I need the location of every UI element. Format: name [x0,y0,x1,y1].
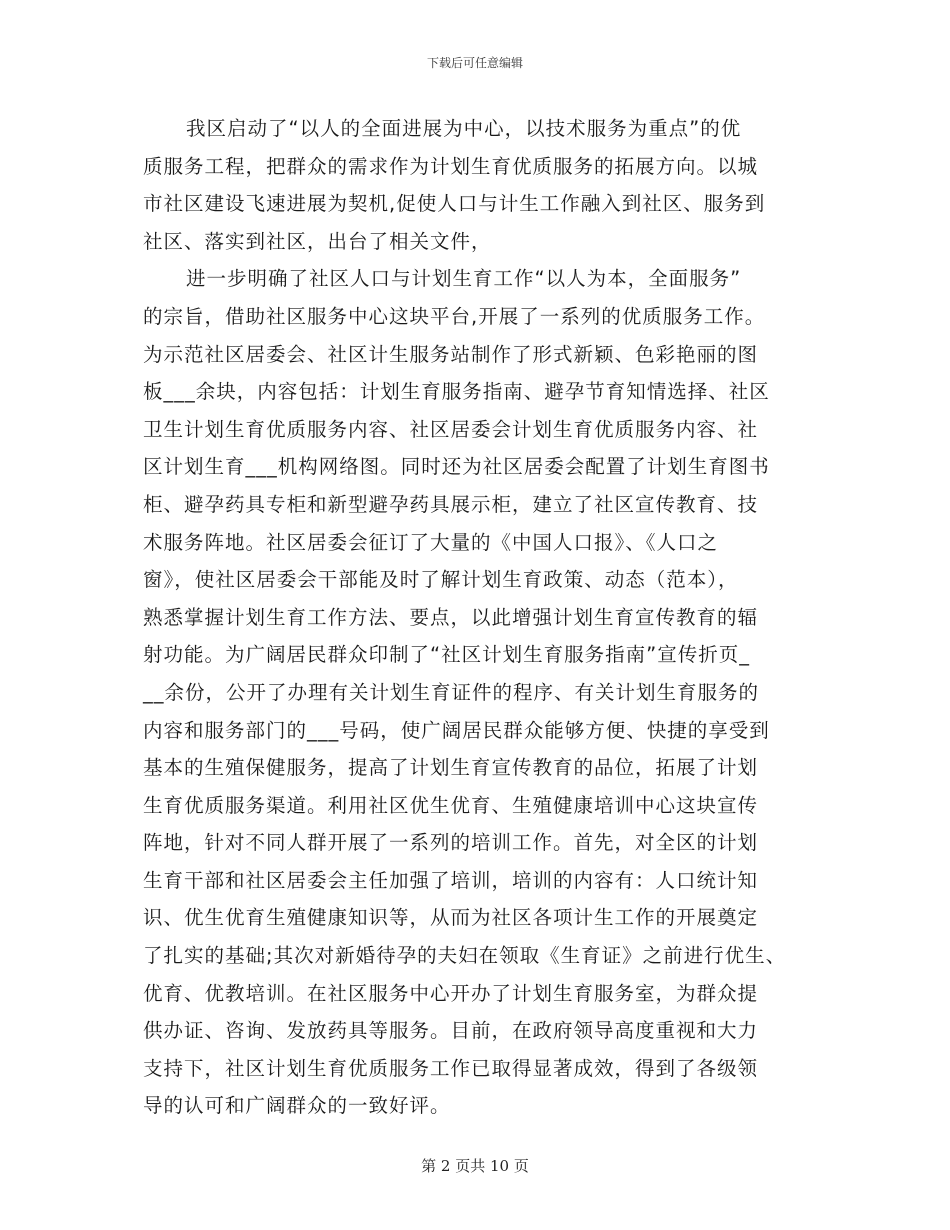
paragraph-line: 生育干部和社区居委会主任加强了培训，培训的内容有：人口统计知 [143,868,759,892]
paragraph-line: 射功能。为广阔居民群众印制了“社区计划生育服务指南”宣传折页_ [143,643,750,667]
paragraph-line: 区计划生育___机构网络图。同时还为社区居委会配置了计划生育图书 [143,455,770,479]
page-header: 下载后可任意编辑 [426,56,523,70]
paragraph-line: 社区、落实到社区，出台了相关文件， [143,229,492,253]
paragraph-line: 生育优质服务渠道。利用社区优生优育、生殖健康培训中心这块宣传 [143,793,759,817]
document-body [143,110,810,1125]
paragraph-line: 阵地，针对不同人群开展了一系列的培训工作。首先，对全区的计划 [143,831,759,855]
paragraph-line: 卫生计划生育优质服务内容、社区居委会计划生育优质服务内容、社 [143,417,759,441]
paragraph-line: 术服务阵地。社区居委会征订了大量的《中国人口报》、《人口之 [143,530,719,554]
paragraph-line: 市社区建设飞速进展为契机,促使人口与计生工作融入到社区、服务到 [143,192,766,216]
paragraph-2 [143,260,810,1125]
paragraph-line: 的宗旨，借助社区服务中心这块平台,开展了一系列的优质服务工作。 [143,304,766,328]
paragraph-line: __余份，公开了办理有关计划生育证件的程序、有关计划生育服务的 [143,680,760,704]
paragraph-line: 导的认可和广阔群众的一致好评。 [143,1094,451,1118]
paragraph-line: 柜、避孕药具专柜和新型避孕药具展示柜，建立了社区宣传教育、技 [143,492,759,516]
paragraph-line: 支持下，社区计划生育优质服务工作已取得显著成效，得到了各级领 [143,1056,759,1080]
page-number-footer: 第 2 页共 10 页 [421,1157,529,1175]
paragraph-line: 了扎实的基础;其次对新婚待孕的夫妇在领取《生育证》之前进行优生、 [143,944,787,968]
paragraph-line: 内容和服务部门的___号码，使广阔居民群众能够方便、快捷的享受到 [143,718,770,742]
paragraph-line: 窗》，使社区居委会干部能及时了解计划生育政策、动态（范本）， [143,568,739,592]
paragraph-line: 熟悉掌握计划生育工作方法、要点，以此增强计划生育宣传教育的辐 [143,605,759,629]
paragraph-line: 供办证、咨询、发放药具等服务。目前，在政府领导高度重视和大力 [143,1019,759,1043]
paragraph-line: 为示范社区居委会、社区计生服务站制作了形式新颖、色彩艳丽的图 [143,342,759,366]
paragraph-line: 质服务工程，把群众的需求作为计划生育优质服务的拓展方向。以城 [143,154,759,178]
paragraph-line: 进一步明确了社区人口与计划生育工作“以人为本，全面服务” [186,267,742,291]
paragraph-line: 板___余块，内容包括：计划生育服务指南、避孕节育知情选择、社区 [143,380,770,404]
paragraph-line: 我区启动了“以人的全面进展为中心，以技术服务为重点”的优 [186,117,742,140]
paragraph-line: 识、优生优育生殖健康知识等，从而为社区各项计生工作的开展奠定 [143,906,759,930]
paragraph-line: 基本的生殖保健服务，提高了计划生育宣传教育的品位，拓展了计划 [143,756,759,780]
paragraph-line: 优育、优教培训。在社区服务中心开办了计划生育服务室，为群众提 [143,981,759,1005]
paragraph-1 [143,110,810,260]
